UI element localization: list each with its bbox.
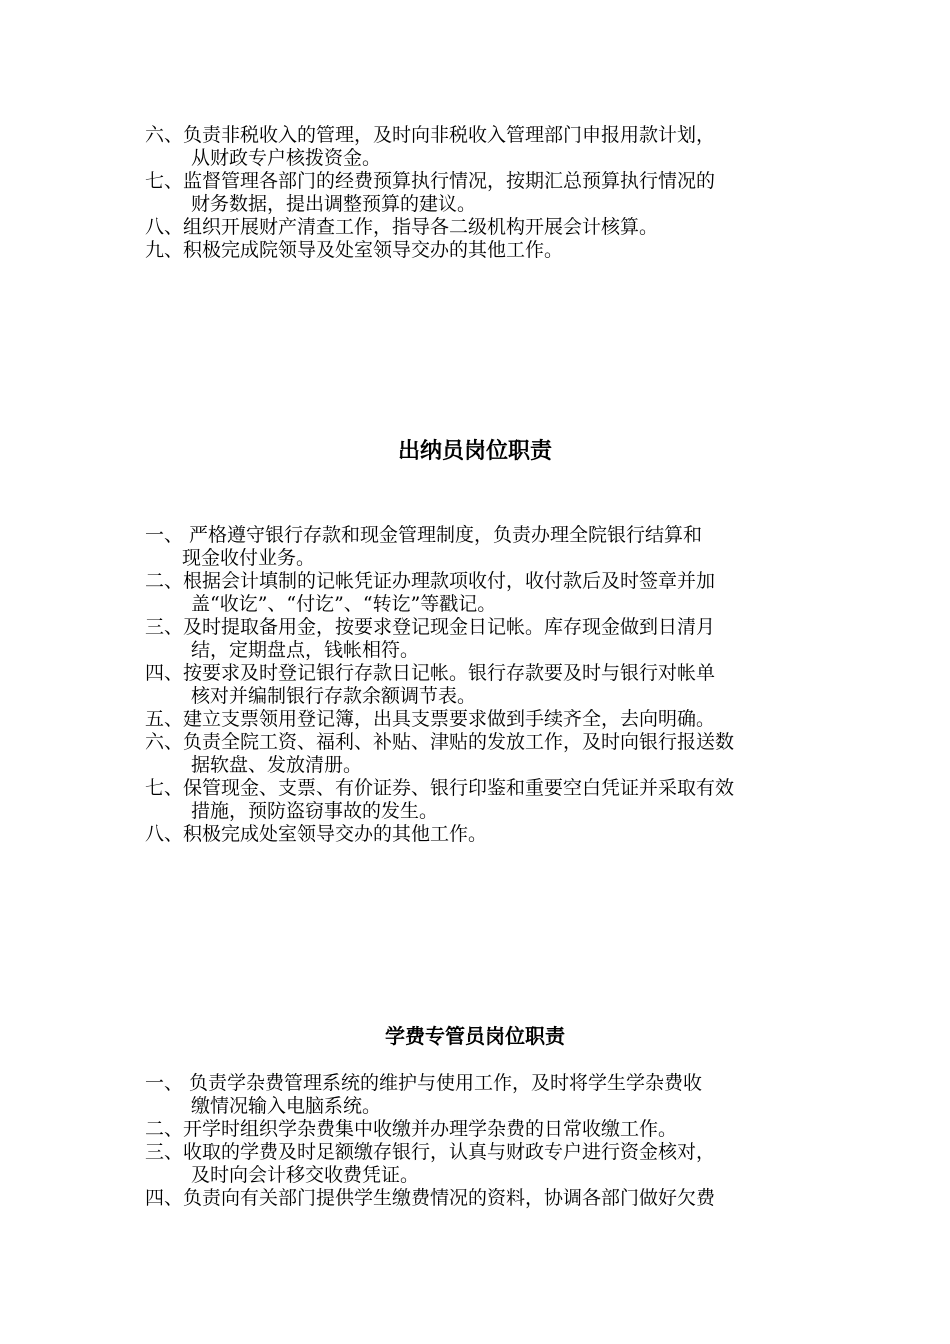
duty-line: 四、按要求及时登记银行存款日记帐。银行存款要及时与银行对帐单	[145, 662, 716, 684]
duty-line-continued: 及时向会计移交收费凭证。	[191, 1164, 420, 1186]
section-cashier-duties	[145, 524, 815, 846]
duty-line: 九、积极完成院领导及处室领导交办的其他工作。	[145, 239, 564, 261]
duty-line-continued: 从财政专户核拨资金。	[191, 147, 382, 169]
duty-line: 五、建立支票领用登记簿，出具支票要求做到手续齐全，去向明确。	[145, 708, 716, 730]
duty-item	[145, 1118, 815, 1141]
duty-line: 二、根据会计填制的记帐凭证办理款项收付，收付款后及时签章并加	[145, 570, 716, 592]
duty-line: 七、监督管理各部门的经费预算执行情况，按期汇总预算执行情况的	[145, 170, 716, 192]
duty-line: 八、组织开展财产清查工作，指导各二级机构开展会计核算。	[145, 216, 659, 238]
duty-line: 一、 负责学杂费管理系统的维护与使用工作，及时将学生学杂费收	[145, 1072, 703, 1094]
duty-line-continued: 措施，预防盗窃事故的发生。	[191, 800, 439, 822]
duty-item	[145, 524, 815, 570]
duty-line: 一、 严格遵守银行存款和现金管理制度，负责办理全院银行结算和	[145, 524, 703, 546]
section-title-cashier: 出纳员岗位职责	[397, 438, 552, 464]
duty-item	[145, 823, 815, 846]
duty-line: 四、负责向有关部门提供学生缴费情况的资料，协调各部门做好欠费	[145, 1187, 716, 1209]
duty-line: 八、积极完成处室领导交办的其他工作。	[145, 823, 488, 845]
duty-item	[145, 1072, 815, 1118]
duty-line: 六、负责非税收入的管理，及时向非税收入管理部门申报用款计划，	[145, 124, 716, 146]
duty-line-continued: 现金收付业务。	[182, 547, 316, 569]
duty-item	[145, 1187, 815, 1210]
duty-line: 六、负责全院工资、福利、补贴、津贴的发放工作，及时向银行报送数	[145, 731, 735, 753]
duty-line-continued: 财务数据，提出调整预算的建议。	[191, 193, 477, 215]
duty-item	[145, 662, 815, 708]
duty-item	[145, 708, 815, 731]
duty-line: 三、收取的学费及时足额缴存银行，认真与财政专户进行资金核对，	[145, 1141, 716, 1163]
duty-line: 三、及时提取备用金，按要求登记现金日记帐。库存现金做到日清月	[145, 616, 716, 638]
duty-line-continued: 核对并编制银行存款余额调节表。	[191, 685, 477, 707]
duty-item	[145, 777, 815, 823]
duty-line-continued: 结，定期盘点，钱帐相符。	[191, 639, 420, 661]
duty-item	[145, 1141, 815, 1187]
duty-item	[145, 616, 815, 662]
section-title-tuition-clerk: 学费专管员岗位职责	[385, 1024, 565, 1048]
duty-line-continued: 缴情况输入电脑系统。	[191, 1095, 382, 1117]
duty-item	[145, 570, 815, 616]
section-tuition-duties	[145, 1072, 815, 1210]
duty-line: 七、保管现金、支票、有价证券、银行印鉴和重要空白凭证并采取有效	[145, 777, 735, 799]
duty-item	[145, 239, 815, 262]
duty-line-continued: 盖“收讫”、“付讫”、“转讫”等戳记。	[191, 593, 497, 615]
section-duties-list	[145, 124, 815, 262]
duty-item	[145, 170, 815, 216]
duty-item	[145, 124, 815, 170]
duty-item	[145, 216, 815, 239]
duty-item	[145, 731, 815, 777]
duty-line: 二、开学时组织学杂费集中收缴并办理学杂费的日常收缴工作。	[145, 1118, 678, 1140]
duty-line-continued: 据软盘、发放清册。	[191, 754, 363, 776]
